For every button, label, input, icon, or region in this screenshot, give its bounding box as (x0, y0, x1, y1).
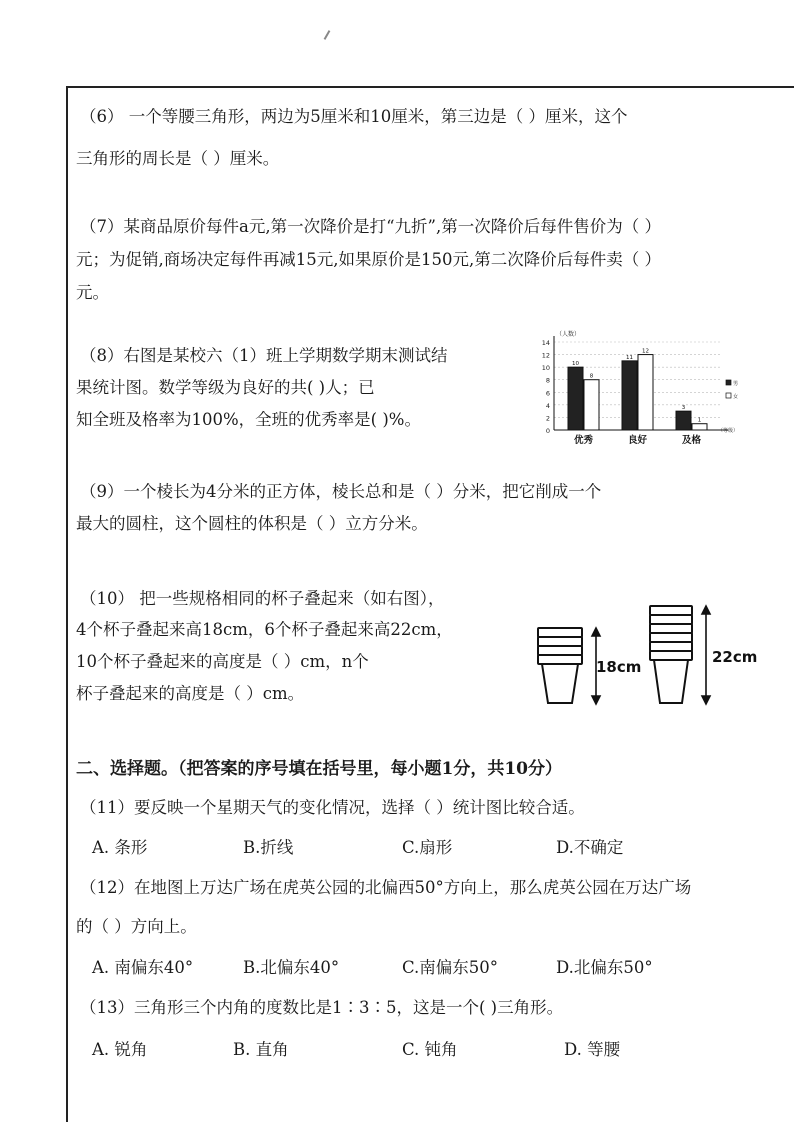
stacked-cups-figure (532, 600, 782, 710)
chart-data-label: 12 (642, 348, 649, 355)
label-18cm: 18cm (596, 658, 642, 676)
q7-line3: 元。 (76, 283, 109, 302)
q13-option-c: C. 钝角 (402, 1040, 458, 1059)
chart-bar (584, 380, 599, 430)
chart-bar (622, 361, 637, 430)
chart-y-tick-label: 14 (541, 339, 550, 347)
q11-option-d: D.不确定 (556, 838, 624, 857)
chart-legend-label: 男 (733, 381, 739, 387)
q8-line3: 知全班及格率为100%，全班的优秀率是( )%。 (76, 410, 421, 429)
grade-bar-chart (534, 330, 744, 452)
chart-category-label: 优秀 (573, 435, 594, 446)
q11-option-a: A. 条形 (92, 838, 148, 857)
q11-option-b: B.折线 (243, 838, 294, 857)
chart-x-axis-label: （等级） (718, 428, 739, 434)
chart-y-tick-label: 10 (541, 364, 550, 373)
chart-data-label: 3 (681, 405, 686, 412)
chart-legend-swatch (726, 393, 731, 398)
scan-mark (324, 30, 331, 40)
label-22cm: 22cm (712, 648, 758, 666)
chart-category-label: 良好 (627, 435, 648, 446)
q7-line2: 元；为促销,商场决定每件再减15元,如果原价是150元,第二次降价后每件卖（ ） (76, 250, 661, 269)
q12-option-a: A. 南偏东40° (92, 958, 194, 977)
q12-option-d: D.北偏东50° (556, 958, 653, 977)
q11-option-c: C.扇形 (402, 838, 453, 857)
q11-stem: （11）要反映一个星期天气的变化情况，选择（ ）统计图比较合适。 (80, 798, 585, 817)
chart-data-label: 11 (626, 354, 633, 361)
chart-y-tick-label: 12 (541, 351, 550, 360)
chart-bar (676, 411, 691, 430)
q10-line3: 10个杯子叠起来的高度是（ ）cm，n个 (76, 652, 369, 671)
q13-option-b: B. 直角 (233, 1040, 289, 1059)
q10-line4: 杯子叠起来的高度是（ ）cm。 (76, 684, 305, 703)
chart-data-label: 10 (572, 361, 579, 368)
chart-bar (568, 367, 583, 430)
height-arrow-22 (702, 606, 710, 704)
q12-line1: （12）在地图上万达广场在虎英公园的北偏西50°方向上，那么虎英公园在万达广场 (80, 878, 692, 897)
q7-line1: （7）某商品原价每件a元,第一次降价是打“九折”,第一次降价后每件售价为（ ） (80, 217, 661, 236)
q12-line2: 的（ ）方向上。 (76, 917, 197, 936)
q13-option-d: D. 等腰 (564, 1040, 621, 1059)
q8-line2: 果统计图。数学等级为良好的共( )人；已 (76, 378, 375, 397)
chart-data-label: 1 (697, 417, 702, 424)
cup-stack-6 (650, 606, 692, 703)
chart-legend-label: 女 (733, 394, 739, 400)
chart-legend-swatch (726, 380, 731, 385)
chart-category-label: 及格 (681, 435, 702, 446)
q12-option-c: C.南偏东50° (402, 958, 499, 977)
chart-y-tick-label: 0 (545, 427, 550, 435)
q10-line2: 4个杯子叠起来高18cm，6个杯子叠起来高22cm， (76, 620, 453, 639)
q8-line1: （8）右图是某校六（1）班上学期数学期末测试结 (80, 346, 448, 365)
chart-bar (638, 355, 653, 430)
cup-stack-4 (538, 628, 582, 703)
chart-y-axis-label: （人数） (556, 331, 581, 338)
section2-title: 二、选择题。（把答案的序号填在括号里，每小题1分，共10分） (76, 759, 562, 779)
chart-y-tick-label: 6 (545, 389, 550, 398)
q12-option-b: B.北偏东40° (243, 958, 340, 977)
q6-line1: （6） 一个等腰三角形，两边为5厘米和10厘米，第三边是（ ）厘米，这个 (80, 107, 628, 126)
q10-line1: （10） 把一些规格相同的杯子叠起来（如右图）， (80, 589, 445, 608)
chart-y-tick-label: 4 (545, 401, 550, 410)
chart-data-label: 8 (589, 373, 594, 380)
q6-line2: 三角形的周长是（ ）厘米。 (76, 149, 280, 168)
q13-option-a: A. 锐角 (92, 1040, 148, 1059)
chart-y-tick-label: 8 (545, 376, 550, 385)
chart-bar (692, 424, 707, 430)
q13-stem: （13）三角形三个内角的度数比是1∶3∶5，这是一个( )三角形。 (80, 998, 564, 1017)
chart-y-tick-label: 2 (545, 414, 550, 423)
q9-line1: （9）一个棱长为4分米的正方体，棱长总和是（ ）分米，把它削成一个 (80, 482, 602, 501)
q9-line2: 最大的圆柱，这个圆柱的体积是（ ）立方分米。 (76, 514, 428, 533)
